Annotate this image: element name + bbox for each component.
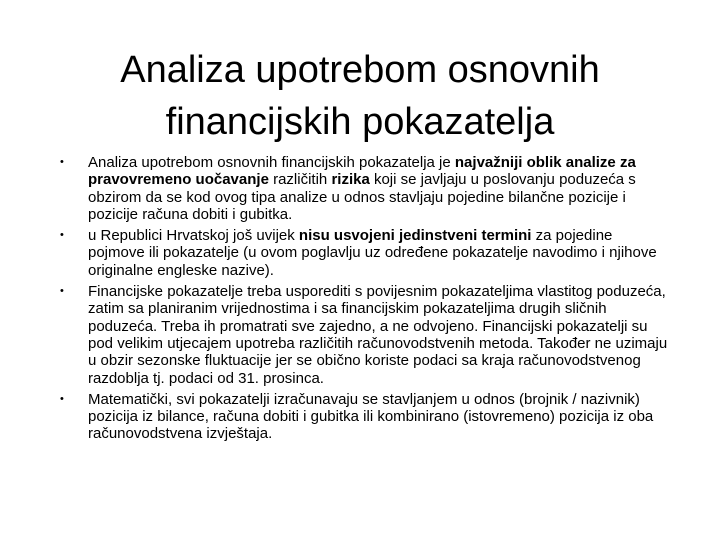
- bullet-text: [88, 391, 653, 443]
- bullet-text: [88, 283, 667, 386]
- bullet-marker: •: [60, 229, 64, 242]
- bullet-segment-text: Financijske pokazatelje treba usporediti s povijesnim pokazateljima vlastitog poduzeća, zatim sa planiranim vrijednostima i sa financijskim pokazateljima drugih sličnih poduzeća. Treba ih promatrati sve zajedno, a ne odvojeno. Financijski pokazatelji su pod velikim utjecajem upotreba različitih računovodstvenih metoda. Također ne uzimaju u obzir sezonske fluktuacije jer se obično koriste podaci sa kraja računovodstvenog razdoblja tj. podaci od 31. prosinca.: [88, 283, 668, 387]
- bullet-segment-text: za pojedine pojmove ili pokazatelje (u ovom poglavlju uz određene pokazatelje navodimo i njihove originalne engleske nazive).: [88, 227, 657, 279]
- bullet-item-1: [56, 154, 668, 223]
- bullet-emphasis-text: rizika: [331, 171, 370, 189]
- bullet-marker: •: [60, 392, 64, 405]
- bullet-item-2: [56, 227, 668, 279]
- slide-title-line-2: financijskih pokazatelja: [165, 101, 555, 143]
- bullet-item-3: [56, 283, 668, 387]
- bullet-segment-text: Matematički, svi pokazatelji izračunavaju se stavljanjem u odnos (brojnik / nazivnik) pozicija iz bilance, računa dobiti i gubitka ili kombinirano (istovremeno) pozicija iz oba računovodstvena izvještaja.: [88, 390, 654, 443]
- bullet-emphasis-text: nisu usvojeni jedinstveni termini: [298, 227, 532, 245]
- slide-title: [60, 44, 660, 148]
- bullet-segment-text: koji se javljaju u poslovanju poduzeća s obzirom da se kod ovog tipa analize u odnos stavljaju pojedine bilančne pozicije i pozicije računa dobiti i gubitka.: [88, 171, 636, 223]
- bullet-item-4: [56, 391, 668, 443]
- bullet-marker: •: [60, 156, 64, 168]
- bullet-marker: •: [60, 285, 64, 298]
- bullet-segment-text: Analiza upotrebom osnovnih financijskih pokazatelja je: [88, 154, 455, 171]
- bullet-text: [88, 154, 636, 223]
- bullet-segment-text: različitih: [268, 171, 332, 189]
- bullet-emphasis-text: najvažniji oblik analize za pravovremeno uočavanje: [88, 154, 636, 189]
- bullet-list: [56, 154, 668, 447]
- slide-title-line-1: Analiza upotrebom osnovnih: [120, 49, 600, 91]
- bullet-text: [88, 227, 657, 279]
- bullet-segment-text: u Republici Hrvatskoj još uvijek: [88, 227, 299, 245]
